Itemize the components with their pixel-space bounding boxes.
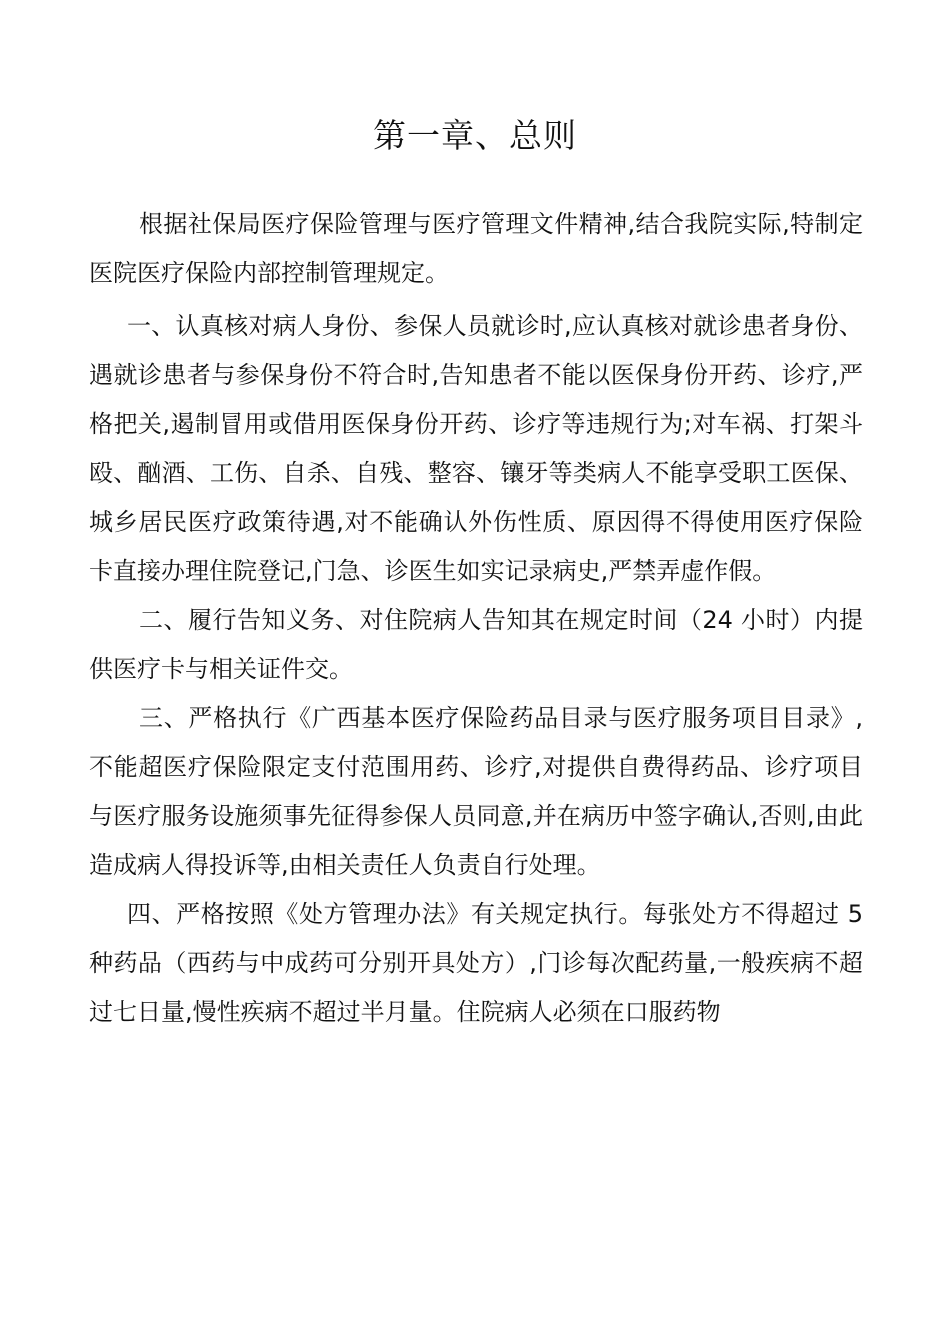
clause-2-paragraph: 二、履行告知义务、对住院病人告知其在规定时间（24 小时）内提供医疗卡与相关证件交。: [89, 606, 863, 683]
chapter-title: 第一章、总则: [373, 116, 577, 155]
clause-1-paragraph: 一、认真核对病人身份、参保人员就诊时,应认真核对就诊患者身份、遇就诊患者与参保身份不符合时,告知患者不能以医保身份开药、诊疗,严格把关,遏制冒用或借用医保身份开药、诊疗等违规行为;对车祸、打架斗殴、酗酒、工伤、自杀、自残、整容、镶牙等类病人不能享受职工医保、城乡居民医疗政策待遇,对不能确认外伤性质、原因得不得使用医疗保险卡直接办理住院登记,门急、诊医生如实记录病史,严禁弄虚作假。: [89, 312, 863, 585]
intro-paragraph: 根据社保局医疗保险管理与医疗管理文件精神,结合我院实际,特制定医院医疗保险内部控制管理规定。: [89, 210, 863, 287]
document-body: [89, 200, 863, 1037]
clause-3-paragraph: 三、严格执行《广西基本医疗保险药品目录与医疗服务项目目录》,不能超医疗保险限定支付范围用药、诊疗,对提供自费得药品、诊疗项目与医疗服务设施须事先征得参保人员同意,并在病历中签字确认,否则,由此造成病人得投诉等,由相关责任人负责自行处理。: [89, 704, 863, 879]
clause-4-paragraph: 四、严格按照《处方管理办法》有关规定执行。每张处方不得超过 5 种药品（西药与中成药可分别开具处方）,门诊每次配药量,一般疾病不超过七日量,慢性疾病不超过半月量。住院病人必须在口服药物: [89, 900, 863, 1026]
